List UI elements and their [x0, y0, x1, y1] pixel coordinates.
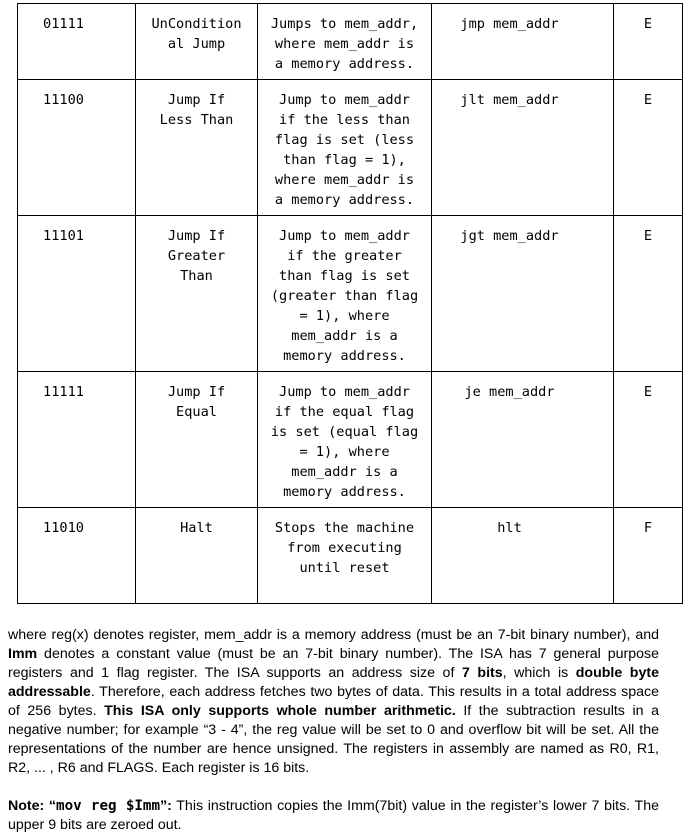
syntax-cell: je mem_addr	[432, 372, 614, 508]
opcode-cell: 11100	[18, 80, 136, 216]
notes-section	[8, 626, 659, 835]
table-row	[18, 216, 683, 372]
syntax-cell: hlt	[432, 508, 614, 604]
opcode-cell: 11111	[18, 372, 136, 508]
description-cell: Jump to mem_addr if the equal flag is set (equal flag = 1), where mem_addr is a memory address.	[258, 372, 432, 508]
description-cell: Jumps to mem_addr, where mem_addr is a memory address.	[258, 4, 432, 80]
opcode-cell: 01111	[18, 4, 136, 80]
opcode-cell: 11010	[18, 508, 136, 604]
type-cell: E	[614, 4, 683, 80]
table-row	[18, 4, 683, 80]
type-cell: E	[614, 80, 683, 216]
table-row	[18, 80, 683, 216]
instruction-name-cell	[136, 4, 258, 80]
description-cell: Jump to mem_addr if the less than flag is set (less than flag = 1), where mem_addr is a memory address.	[258, 80, 432, 216]
instruction-name: UnCondition al Jump	[151, 16, 242, 52]
description-cell: Stops the machine from executing until reset	[258, 508, 432, 604]
syntax-cell: jgt mem_addr	[432, 216, 614, 372]
instruction-table	[17, 3, 683, 604]
instruction-name-cell: Jump If Greater Than	[136, 216, 258, 372]
table-row	[18, 372, 683, 508]
description-cell: Jump to mem_addr if the greater than flag is set (greater than flag = 1), where mem_addr is a memory address.	[258, 216, 432, 372]
type-cell: F	[614, 508, 683, 604]
syntax-cell: jmp mem_addr	[432, 4, 614, 80]
type-cell: E	[614, 216, 683, 372]
instruction-name-cell: Halt	[136, 508, 258, 604]
isa-description-paragraph: where reg(x) denotes register, mem_addr is a memory address (must be an 7-bit binary number), and Imm denotes a constant value (must be an 7-bit binary number). The ISA has 7 general purpose registers and 1 flag register. The ISA supports an address size of 7 bits, which is double byte addressable. Therefore, each address fetches two bytes of data. This results in a total address space of 256 bytes. This ISA only supports whole number arithmetic. If the subtraction results in a negative number; for example “3 - 4”, the reg value will be set to 0 and overflow bit will be set. All the representations of the number are hence unsigned. The registers in assembly are named as R0, R1, R2, ... , R6 and FLAGS. Each register is 16 bits.	[8, 627, 659, 776]
type-cell: E	[614, 372, 683, 508]
instruction-name-cell: Jump If Equal	[136, 372, 258, 508]
opcode-cell: 11101	[18, 216, 136, 372]
table-row	[18, 508, 683, 604]
syntax-cell: jlt mem_addr	[432, 80, 614, 216]
instruction-name-cell: Jump If Less Than	[136, 80, 258, 216]
mov-note-paragraph: Note: “mov reg $Imm”: This instruction copies the Imm(7bit) value in the register’s lower 7 bits. The upper 9 bits are zeroed out.	[8, 798, 659, 833]
